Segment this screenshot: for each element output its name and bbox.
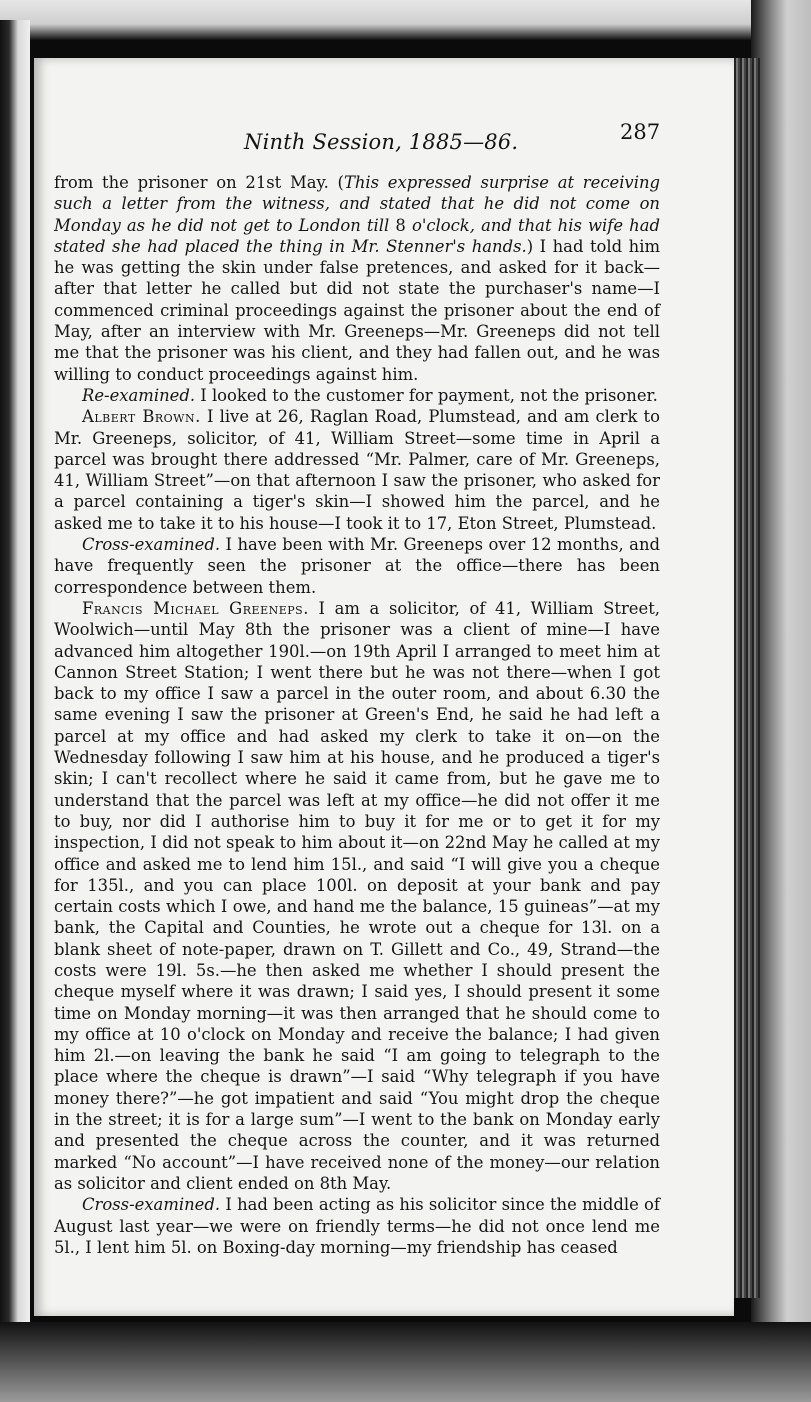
text-run: from the prisoner on 21st May. ( [54,173,344,192]
witness-name: Albert Brown. [82,407,201,427]
paragraph-cross-examined [54,534,660,598]
scan-top-margin [0,0,811,40]
scan-right-margin [751,0,811,1402]
italic-run: o'clock, and that his wife had stated she had placed the thing in Mr. Stenner's hands. [54,215,661,256]
witness-name: Francis Michael Greeneps. [82,598,309,618]
running-title: Ninth Session, 1885—86. [244,130,519,154]
paragraph-albert-brown [54,406,660,534]
paragraph-text: I am a solicitor, of 41, William Street, Woolwich—until May 8th the prisoner was a client of mine—I have advanced him altogether 190l.—on 19th April I arranged to meet him at Cannon Street Station; I went there but he was not there—when I got back to my office I saw a parcel in the outer room, and about 6.30 the same evening I saw the prisoner at Green's End, he said he had left a parcel at my office and had asked my clerk to take it on—on the Wednesday following I saw him at his house, and he produced a tiger's skin; I can't recollect where he said it came from, but he gave me to understand that the parcel was left at my office—he did not offer it me to buy, nor did I authorise him to buy it for me or to get it for my inspection, I did not speak to him about it—on 22nd May he called at my office and asked me to lend him 15l., and said “I will give you a cheque for 135l., and you can place 100l. on deposit at your bank and pay certain costs which I owe, and hand me the balance, 15 guineas”—at my bank, the Capital and Counties, he wrote out a cheque for 13l. on a blank sheet of note-paper, drawn on T. Gillett and Co., 49, Strand—the costs were 19l. 5s.—he then asked me whether I should present the cheque myself where it was drawn; I said yes, I should present it some time on Monday morning—it was then arranged that he should come to my office at 10 o'clock on Monday and receive the balance; I had given him 2l.—on leaving the bank he said “I am going to telegraph to the place where the cheque is drawn”—I said “Why telegraph if you have money there?”—he got impatient and said “You might drop the cheque in the street; it is for a large sum”—I went to the bank on Monday early and presented the cheque across the counter, and it was returned marked “No account”—I have received none of the money—our relation as solicitor and client ended on 8th May. [54,598,660,1193]
examination-label: Cross-examined. [82,1195,221,1215]
examination-label: Re-examined. [82,385,196,405]
body-text [54,172,660,1258]
text-run: ) I had told him he was getting the skin under false pretences, and asked for it back—after that letter he called but did not state the purchaser's name—I commenced criminal proceedings against the prisoner about the end of May, after an interview with Mr. Greeneps—Mr. Greeneps did not tell me that the prisoner was his client, and they had fallen out, and he was willing to conduct proceedings against him. [54,236,660,384]
paragraph-cross-examined-2 [54,1194,660,1258]
paragraph-text: I looked to the customer for payment, not the prisoner. [195,385,658,405]
paragraph-text: I have been with Mr. Greeneps over 12 months, and have frequently seen the prisoner at the office—there has been correspondence between them. [54,535,660,597]
text-run: 8 [395,215,406,235]
page-edges [734,58,760,1298]
page-header [34,120,734,160]
scan-bottom-margin [0,1322,811,1402]
examination-label: Cross-examined. [82,535,221,555]
paragraph-text: I had been acting as his solicitor since the middle of August last year—we were on friendly terms—he did not once lend me 5l., I lent him 5l. on Boxing-day morning—my friendship has ceased [54,1195,660,1257]
paragraph-francis-greeneps [54,598,660,1194]
page-number: 287 [620,120,661,144]
paragraph-continuation [54,172,660,385]
scan-left-margin [0,20,30,1330]
paragraph-text: I live at 26, Raglan Road, Plumstead, and am clerk to Mr. Greeneps, solicitor, of 41, William Street—some time in April a parcel was brought there addressed “Mr. Palmer, care of Mr. Greeneps, 41, William Street”—on that afternoon I saw the prisoner, who asked for a parcel containing a tiger's skin—I showed him the parcel, and he asked me to take it to his house—I took it to 17, Eton Street, Plumstead. [54,407,660,533]
paragraph-re-examined [54,385,660,406]
italic-run: This expressed surprise at receiving such a letter from the witness, and stated that he did not come on Monday as he did not get to London till [54,173,660,235]
